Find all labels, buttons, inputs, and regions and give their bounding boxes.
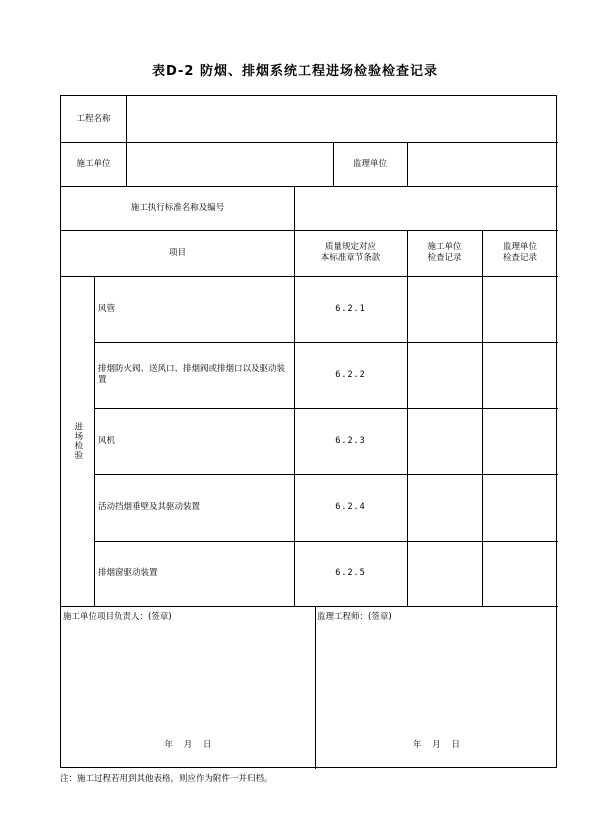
column-header-supervision-record: 监理单位 检查记录 [502,242,537,263]
row-construction-record[interactable] [407,276,482,342]
group-label-cell [61,276,94,606]
signature-date-left: 年 月 日 [164,739,212,750]
row-construction-record[interactable] [407,342,482,408]
row-clause: 6.2.3 [335,435,366,446]
inspection-record-table [60,95,557,768]
row-supervision-record[interactable] [482,342,558,408]
row-item: 活动挡烟垂壁及其驱动装置 [98,502,201,513]
standard-label: 施工执行标准名称及编号 [130,202,225,213]
column-header-construction-record: 施工单位 检查记录 [427,242,462,263]
row-clause: 6.2.5 [335,568,366,579]
row-supervision-record[interactable] [482,408,558,474]
project-name-field[interactable] [126,96,558,142]
supervision-engineer-signature[interactable]: 监理工程师：(签章) [317,612,392,622]
row-supervision-record[interactable] [482,276,558,342]
construction-unit-field[interactable] [126,142,333,186]
standard-field[interactable] [294,186,558,230]
signature-date-right: 年 月 日 [412,739,461,750]
supervision-unit-label: 监理单位 [352,158,387,169]
column-header-item: 项目 [168,247,186,258]
row-clause: 6.2.4 [335,502,366,513]
supervision-unit-field[interactable] [407,142,558,186]
row-item: 排烟防火阀、送风口、排烟阀或排烟口以及驱动装置 [98,364,286,385]
row-item: 风管 [98,303,116,314]
construction-unit-label: 施工单位 [76,158,111,169]
row-clause: 6.2.1 [335,303,366,314]
group-label: 进场检验 [72,422,83,460]
row-construction-record[interactable] [407,541,482,606]
row-clause: 6.2.2 [335,369,366,380]
row-item: 排烟窗驱动装置 [98,568,158,579]
footnote: 注：施工过程若用到其他表格，则应作为附件一并归档。 [60,774,273,784]
column-header-clause: 质量规定对应 本标准章节条款 [320,242,381,263]
construction-manager-signature[interactable]: 施工单位项目负责人：(签章) [63,612,172,622]
project-name-label: 工程名称 [76,113,111,124]
row-supervision-record[interactable] [482,474,558,541]
page-title: 表D-2 防烟、排烟系统工程进场检验检查记录 [152,64,438,79]
row-construction-record[interactable] [407,474,482,541]
row-construction-record[interactable] [407,408,482,474]
row-supervision-record[interactable] [482,541,558,606]
row-item: 风机 [98,435,116,446]
